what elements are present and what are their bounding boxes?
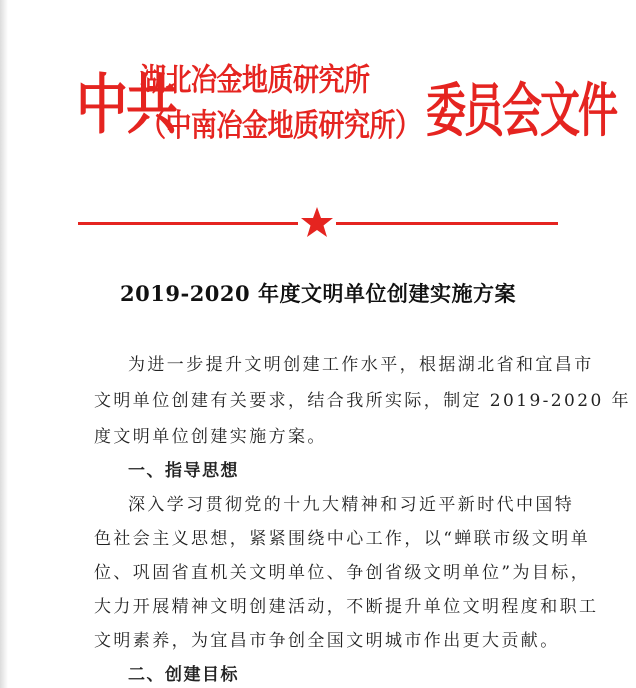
paragraph-line: 色社会主义思想，紧紧围绕中心工作，以“蝉联市级文明单 xyxy=(94,529,591,549)
header-org-name xyxy=(140,58,420,149)
paragraph-line: 为进一步提升文明创建工作水平，根据湖北省和宜昌市 xyxy=(128,355,594,375)
document-header xyxy=(0,58,636,148)
paragraph-line: 度文明单位创建实施方案。 xyxy=(94,427,327,447)
header-org-line1: 湖北冶金地质研究所 xyxy=(140,62,370,99)
paragraph-line: 文明单位创建有关要求，结合我所实际，制定 2019-2020 年 xyxy=(94,391,631,411)
star-icon xyxy=(300,205,334,239)
paragraph-line: 深入学习贯彻党的十九大精神和习近平新时代中国特 xyxy=(128,495,575,515)
paragraph-line: 大力开展精神文明创建活动，不断提升单位文明程度和职工 xyxy=(94,597,599,617)
section-heading: 二、创建目标 xyxy=(128,665,239,685)
paragraph-line: 位、巩固省直机关文明单位、争创省级文明单位”为目标， xyxy=(94,563,591,583)
header-org-line2: （中南冶金地质研究所） xyxy=(140,108,421,145)
divider-line-right xyxy=(336,222,558,225)
paragraph-line: 文明素养，为宜昌市争创全国文明城市作出更大贡献。 xyxy=(94,631,560,651)
divider-line-left xyxy=(78,222,298,225)
document-title: 2019-2020 年度文明单位创建实施方案 xyxy=(120,281,516,306)
section-heading: 一、指导思想 xyxy=(128,461,239,481)
header-left-text: 中共 xyxy=(76,66,177,143)
header-right-text: 委员会文件 xyxy=(426,76,616,145)
